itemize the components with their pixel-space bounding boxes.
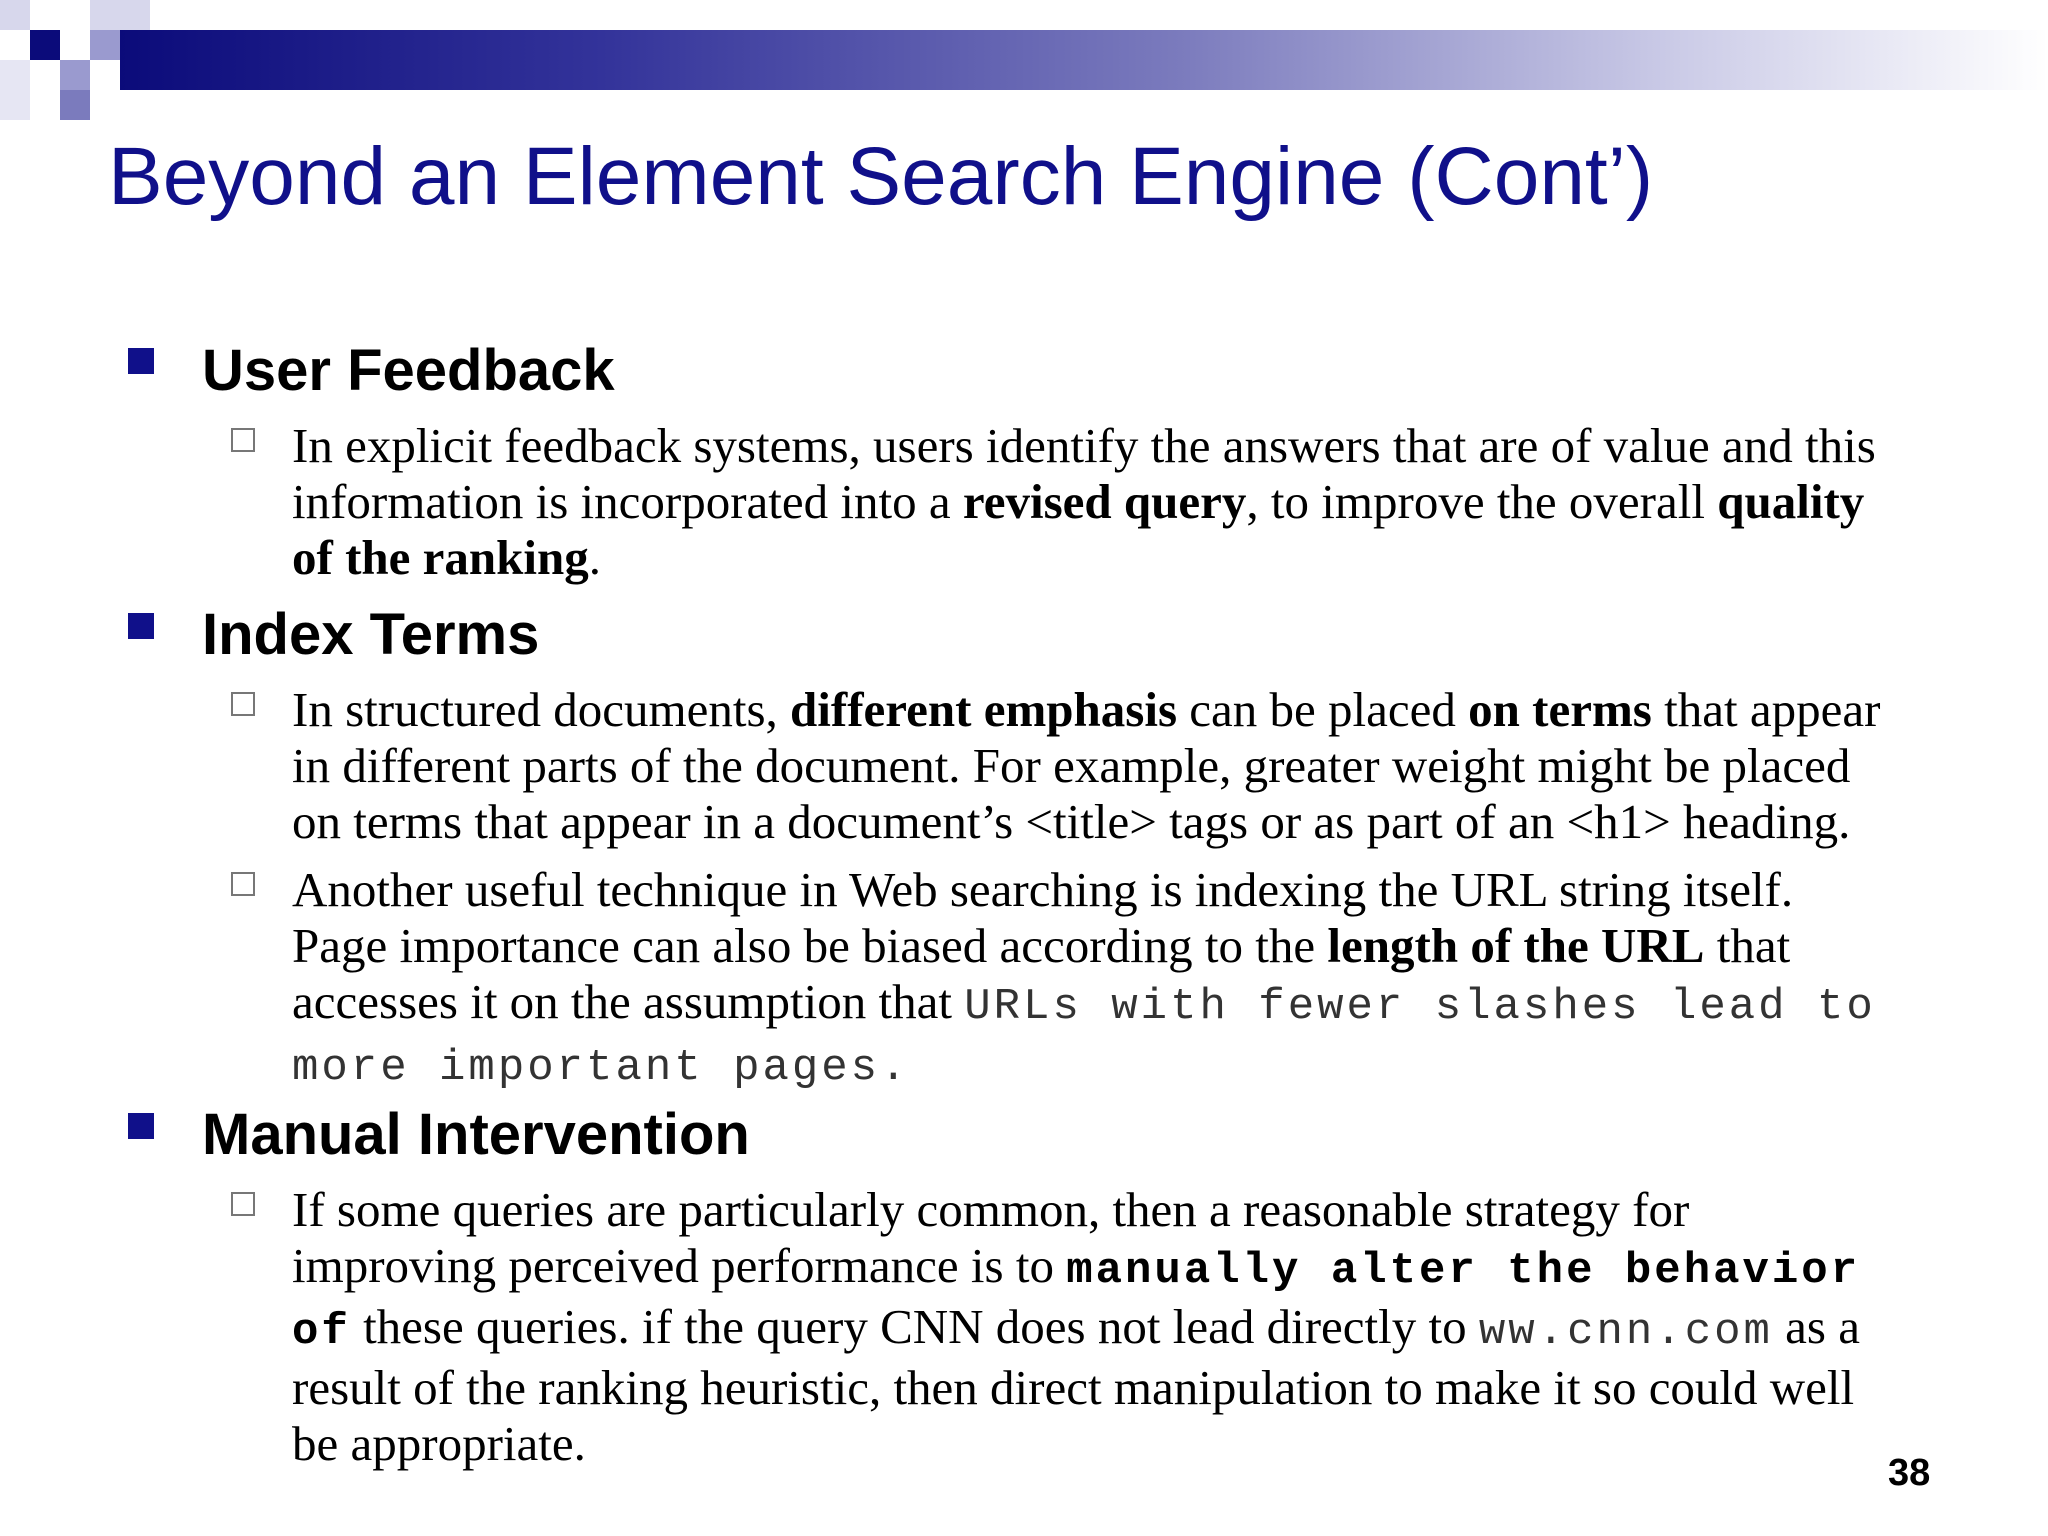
sub-bullet-box-icon xyxy=(231,428,255,452)
decor-square xyxy=(30,30,60,60)
text-line: improving perceived performance is to manually alter the behavior xyxy=(292,1238,1861,1296)
heading-user-feedback: User Feedback xyxy=(202,338,615,403)
text-line: more important pages. xyxy=(292,1043,910,1093)
text-line: accesses it on the assumption that URLs with fewer slashes lead to xyxy=(292,974,1876,1032)
text-line: In explicit feedback systems, users identify the answers that are of value and this xyxy=(292,418,1876,473)
sub-bullet-box-icon xyxy=(231,692,255,716)
decor-square xyxy=(90,0,150,30)
header-gradient-bar xyxy=(120,30,2048,90)
text-line: on terms that appear in a document’s <title> tags or as part of an <h1> heading. xyxy=(292,794,1851,849)
bullet-square-icon xyxy=(128,348,154,374)
text-line: In structured documents, different emphasis can be placed on terms that appear xyxy=(292,682,1881,737)
page-number: 38 xyxy=(1888,1452,1931,1494)
sub-bullet-box-icon xyxy=(231,872,255,896)
text-line: If some queries are particularly common, then a reasonable strategy for xyxy=(292,1182,1690,1237)
heading-index-terms: Index Terms xyxy=(202,602,540,667)
bullet-square-icon xyxy=(128,613,154,639)
text-line: result of the ranking heuristic, then direct manipulation to make it so could well xyxy=(292,1360,1855,1415)
text-line: of these queries. if the query CNN does not lead directly to ww.cnn.com as a xyxy=(292,1299,1860,1357)
sub-bullet-box-icon xyxy=(231,1192,255,1216)
paragraph-structured-documents xyxy=(292,682,1992,850)
text-line: in different parts of the document. For example, greater weight might be placed xyxy=(292,738,1851,793)
text-line: information is incorporated into a revised query, to improve the overall quality xyxy=(292,474,1865,529)
decor-square xyxy=(0,0,30,30)
decor-square xyxy=(60,90,90,120)
bullet-square-icon xyxy=(128,1113,154,1139)
text-line: Page importance can also be biased according to the length of the URL that xyxy=(292,918,1791,973)
text-line: be appropriate. xyxy=(292,1416,586,1471)
slide-title: Beyond an Element Search Engine (Cont’) xyxy=(108,131,1654,222)
text-line: Another useful technique in Web searching is indexing the URL string itself. xyxy=(292,862,1794,917)
decor-square xyxy=(90,30,120,60)
decor-square xyxy=(0,60,30,120)
heading-manual-intervention: Manual Intervention xyxy=(202,1102,750,1167)
text-line: of the ranking. xyxy=(292,530,602,585)
paragraph-common-queries xyxy=(292,1182,1992,1472)
paragraph-url-indexing xyxy=(292,862,1992,1096)
paragraph-explicit-feedback xyxy=(292,418,1992,586)
